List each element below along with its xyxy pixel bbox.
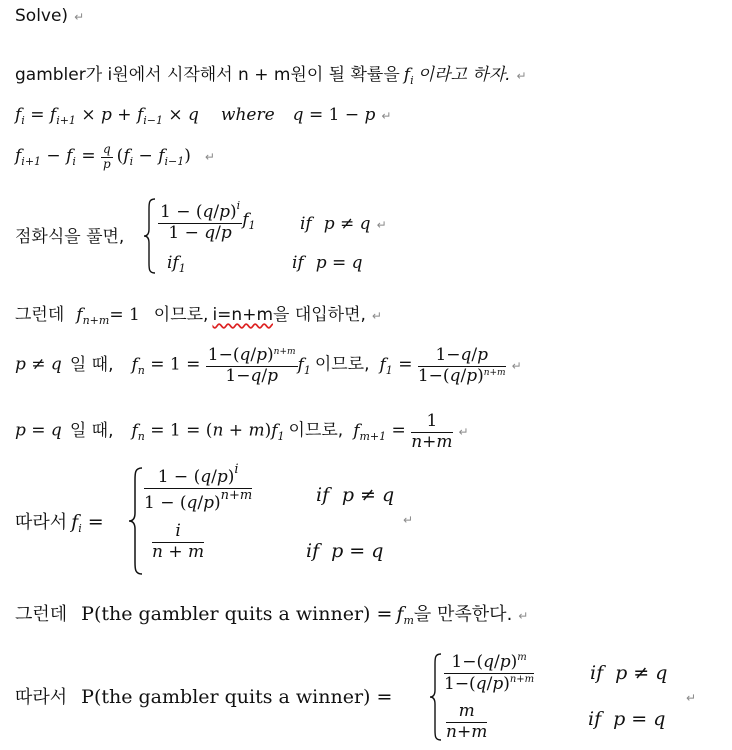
final-label: 따라서 P(the gambler quits a winner) = — [15, 686, 393, 708]
f-i-symbol: $f_i$ — [403, 65, 414, 87]
condition-eq-text: p = q — [315, 253, 363, 273]
paragraph-mark-icon: ↵ — [381, 109, 392, 123]
definition-prefix: gambler가 i원에서 시작해서 n + m원이 될 확률을 — [15, 65, 400, 85]
paragraph-mark-icon: ↵ — [403, 513, 414, 527]
case-ne-line: p ≠ q 일 때, $f_n = 1$ = $\frac{1-(q/p)^{n+m}}{1-q/p}$ $f_1$ 이므로, $f_1$ = $\frac{1-q/p}{1-(q/p)^{n+m}}$ ↵ — [15, 345, 522, 386]
solution-case-ne: $\frac{1 - (q/p)^i}{1 - q/p}$ $f_1$ — [160, 199, 256, 243]
case-eq-cond: p = q — [15, 420, 62, 441]
case-eq-mid: 이므로, — [288, 420, 344, 441]
solution-case-eq: $if_1$ — [167, 253, 186, 275]
final-expression: P(the gambler quits a winner) = — [81, 686, 393, 708]
final-case-eq: $\frac{m}{n+m}$ — [446, 701, 488, 742]
left-brace-icon — [128, 466, 144, 576]
paragraph-mark-icon: ↵ — [371, 309, 382, 323]
result-case-ne: $\frac{1 - (q/p)^i}{1 - (q/p)^{n+m}}$ — [144, 462, 253, 513]
therefore-fi-label: 따라서 $f_i$ = — [15, 511, 104, 535]
winner-expression: P(the gambler quits a winner) = — [81, 603, 393, 625]
solve-heading — [15, 6, 84, 26]
boundary-line: 그런데 $f_{n+m}= 1$ 이므로, i=n+m을 대입하면, ↵ — [15, 305, 382, 327]
substitution-text: i=n+m — [212, 305, 273, 325]
case-ne-cond: p ≠ q — [15, 354, 62, 375]
solve-label: Solve) — [15, 6, 69, 26]
condition-ne-2: if p ≠ q — [316, 484, 395, 506]
condition-eq-2: if p = q — [306, 540, 384, 562]
case-eq-word: 일 때, — [69, 420, 114, 441]
boundary-eq: = 1 — [109, 305, 140, 325]
definition-suffix: 이라고 하자. — [417, 65, 511, 85]
paragraph-mark-icon: ↵ — [204, 149, 215, 164]
condition-ne-3: if p ≠ q — [590, 662, 668, 684]
paragraph-mark-icon: ↵ — [516, 69, 527, 83]
boundary-mid: 이므로, — [153, 305, 209, 325]
case-ne-word: 일 때, — [69, 354, 114, 375]
definition-line — [15, 60, 527, 87]
result-case-eq: $\frac{i}{n + m}$ — [152, 521, 205, 562]
paragraph-mark-icon: ↵ — [686, 691, 697, 705]
winner-prefix: 그런데 — [15, 604, 68, 625]
recurrence-equation: $f_i = f_{i+1} \times p + f_{i-1} \times q$ where q = 1 − p ↵ — [15, 105, 392, 127]
boundary-prefix: 그런데 — [15, 305, 65, 325]
paragraph-mark-icon: ↵ — [518, 609, 529, 623]
condition-ne-text: p ≠ q — [323, 214, 371, 234]
boundary-suffix: 을 대입하면, — [273, 305, 366, 325]
final-case-ne: $\frac{1-(q/p)^m}{1-(q/p)^{n+m}}$ — [444, 652, 535, 694]
paragraph-mark-icon: ↵ — [376, 218, 387, 232]
case-ne-mid: 이므로, — [314, 354, 370, 375]
recurrence-solution-label: 점화식을 풀면, — [15, 227, 125, 247]
where-word: where — [220, 105, 275, 125]
left-brace-icon — [429, 652, 443, 742]
winner-line: 그런데 P(the gambler quits a winner) = $f_m$을 만족한다. ↵ — [15, 603, 529, 627]
condition-ne-1: if p ≠ q ↵ — [300, 214, 387, 234]
condition-eq-1: if p = q — [292, 253, 363, 273]
case-eq-line: p = q 일 때, $f_n = 1 = (n + m)f_1$ 이므로, $f_{m+1}$ = $\frac{1}{n+m}$ ↵ — [15, 411, 469, 452]
left-brace-icon — [143, 197, 157, 275]
paragraph-mark-icon: ↵ — [458, 424, 469, 439]
condition-eq-3: if p = q — [588, 708, 666, 730]
winner-suffix: 을 만족한다. — [413, 604, 513, 625]
paragraph-mark-icon: ↵ — [511, 358, 522, 373]
paragraph-mark-icon: ↵ — [74, 10, 85, 24]
difference-equation: $f_{i+1} - f_i$ = $\frac{q}{p}$ $(f_i - f_{i-1})$ ↵ — [15, 142, 215, 171]
